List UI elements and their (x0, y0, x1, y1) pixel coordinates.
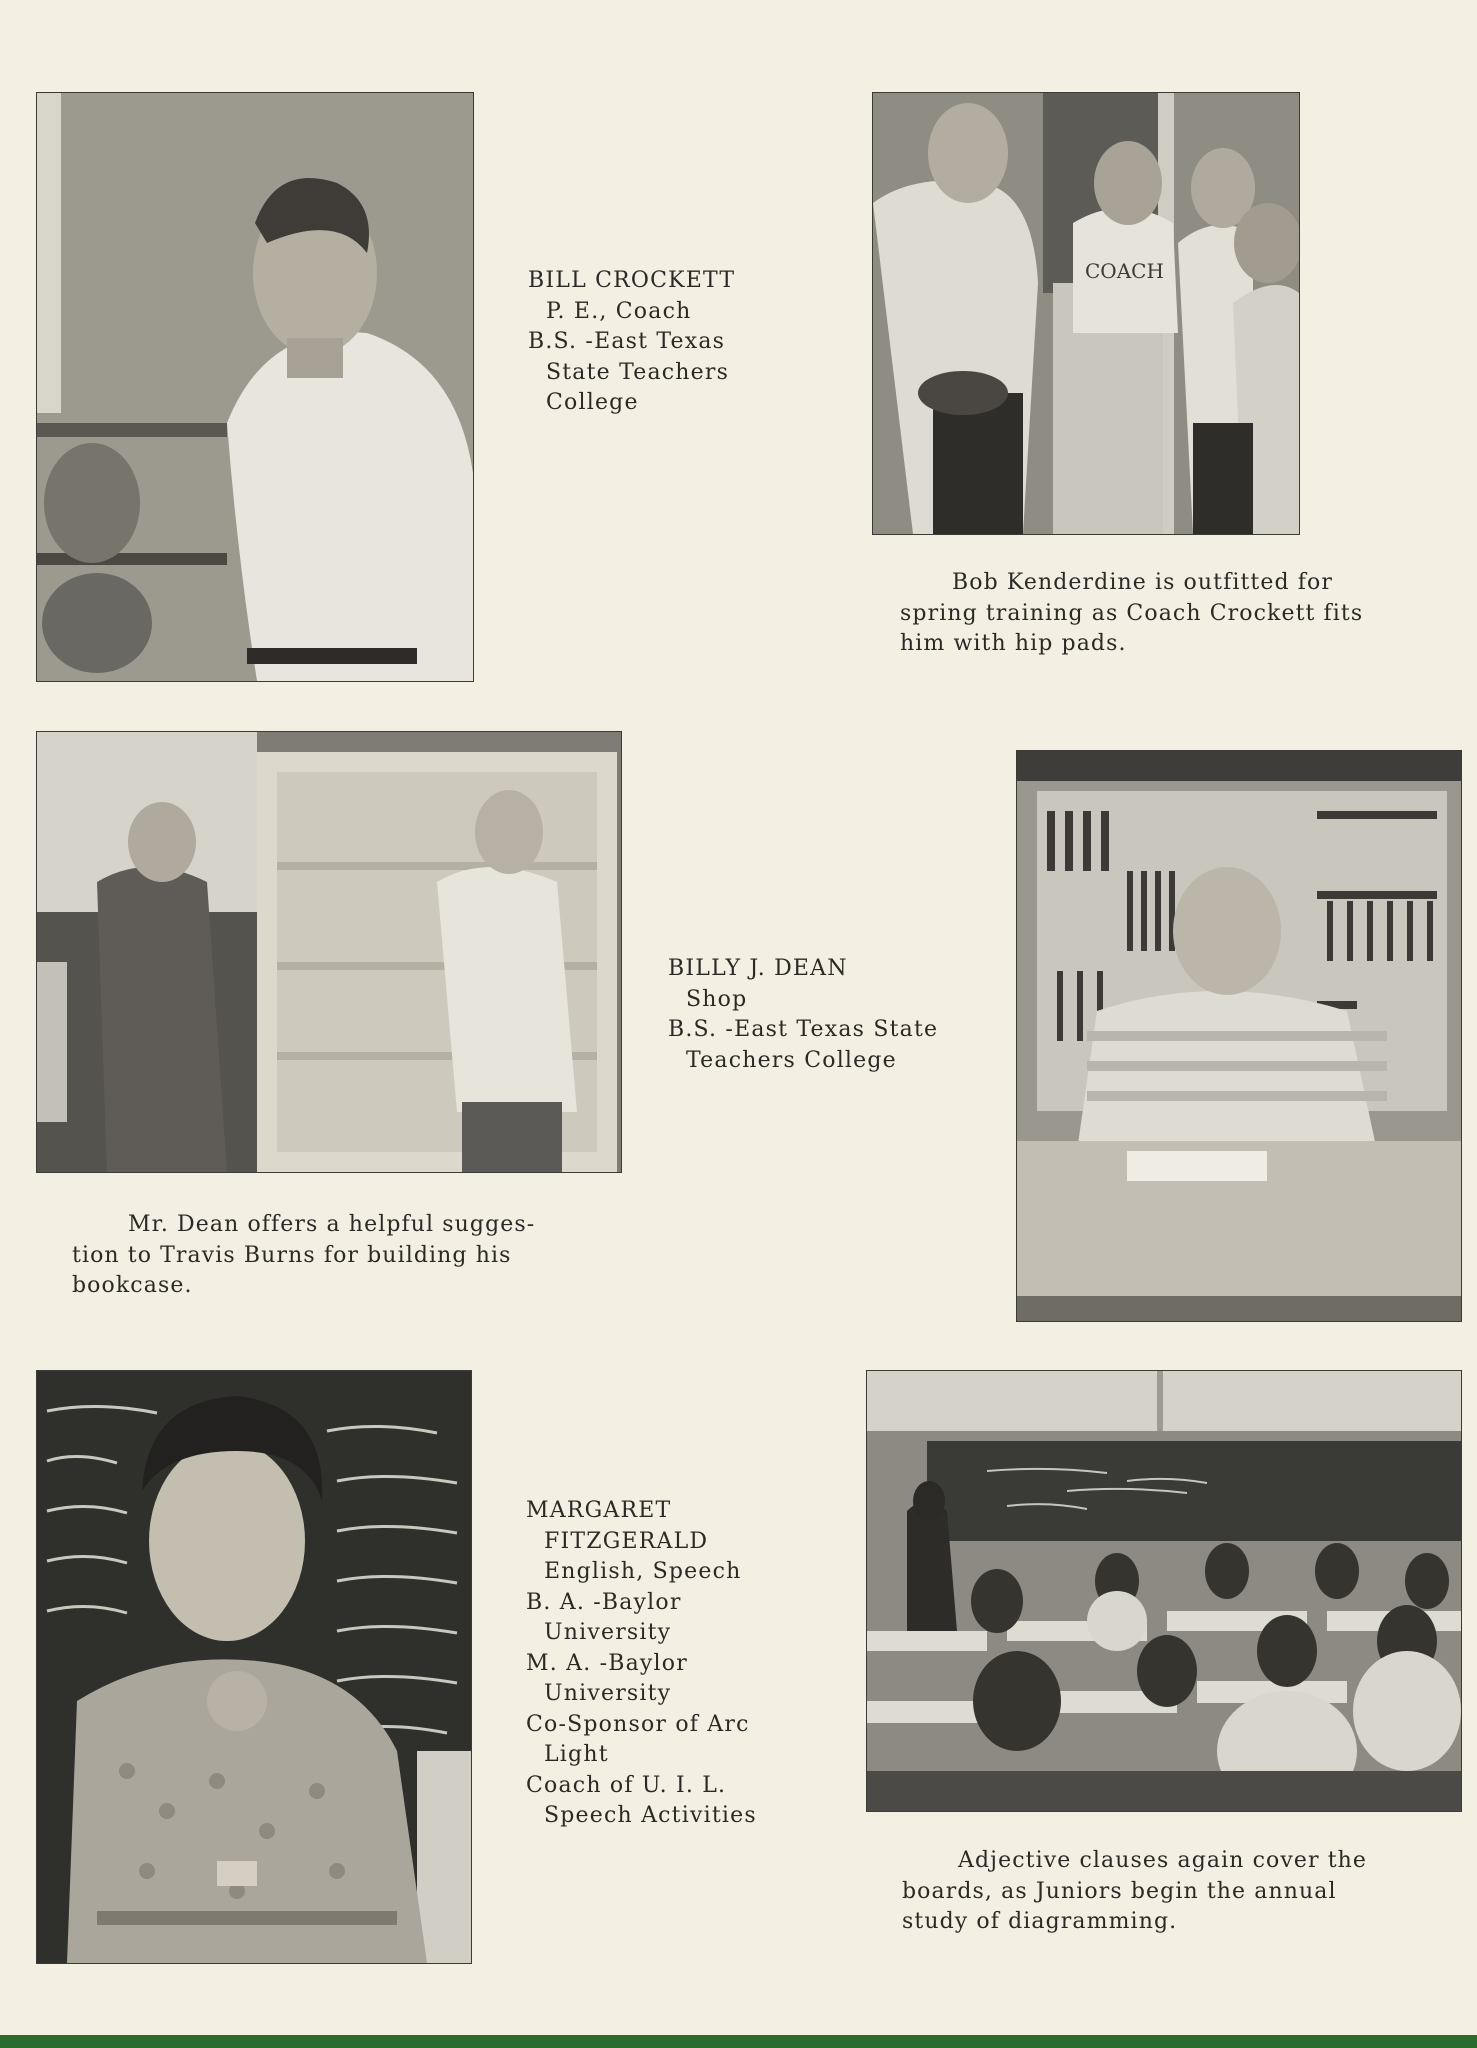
photo-margaret-fitzgerald (36, 1370, 472, 1964)
photo-juniors-classroom (866, 1370, 1462, 1812)
teacher-detail: University (544, 1681, 672, 1706)
bio-billy-dean (668, 954, 938, 1076)
teacher-name: MARGARET (526, 1498, 672, 1523)
teacher-detail: English, Speech (544, 1559, 742, 1584)
teacher-detail: University (544, 1620, 672, 1645)
teacher-name: BILLY J. DEAN (668, 956, 848, 981)
teacher-detail: B.S. -East Texas (528, 329, 726, 354)
photo-kenderdine-fitting (872, 92, 1300, 535)
caption-line: Adjective clauses again cover the (958, 1848, 1368, 1873)
caption-line: bookcase. (72, 1273, 193, 1298)
caption-line: study of diagramming. (902, 1909, 1178, 1934)
teacher-detail: Coach of U. I. L. (526, 1772, 727, 1798)
teacher-detail: B.S. -East Texas State (668, 1017, 939, 1042)
teacher-detail: P. E., Coach (546, 298, 692, 324)
caption-kenderdine (900, 568, 1426, 660)
bio-margaret-fitzgerald (526, 1496, 757, 1832)
teacher-detail: College (546, 390, 639, 415)
photo-billy-dean (1016, 750, 1462, 1322)
photo-bill-crockett (36, 92, 474, 682)
shop-illustration (37, 732, 621, 1172)
caption-line: him with hip pads. (900, 631, 1127, 656)
teacher-detail: Co-Sponsor of Arc (526, 1711, 750, 1737)
teacher-detail: Shop (686, 986, 748, 1012)
teacher-detail: State Teachers (546, 359, 730, 385)
teacher-detail: Speech Activities (544, 1803, 757, 1828)
photo-dean-bookcase (36, 731, 622, 1173)
caption-line: Mr. Dean offers a helpful sugges- (128, 1212, 536, 1237)
teacher-name: BILL CROCKETT (528, 268, 736, 293)
teacher-detail: Teachers College (686, 1047, 897, 1073)
caption-line: spring training as Coach Crockett fits (900, 600, 1364, 626)
portrait-illustration (37, 93, 473, 681)
tool-wall-illustration (1017, 751, 1461, 1321)
scan-edge-bar (0, 2035, 1477, 2048)
shirt-lettering: COACH (1085, 259, 1164, 283)
chalkboard-portrait-illustration (37, 1371, 471, 1963)
bio-bill-crockett (528, 266, 735, 419)
caption-dean (72, 1210, 602, 1302)
teacher-detail: M. A. -Baylor (526, 1650, 688, 1676)
group-illustration (873, 93, 1299, 534)
caption-juniors (902, 1846, 1430, 1938)
caption-line: tion to Travis Burns for building his (72, 1242, 512, 1268)
teacher-detail: Light (544, 1742, 609, 1767)
classroom-illustration (867, 1371, 1461, 1811)
caption-line: boards, as Juniors begin the annual (902, 1878, 1337, 1904)
teacher-detail: B. A. -Baylor (526, 1589, 682, 1615)
caption-line: Bob Kenderdine is outfitted for (952, 570, 1333, 595)
teacher-name: FITZGERALD (544, 1528, 709, 1554)
